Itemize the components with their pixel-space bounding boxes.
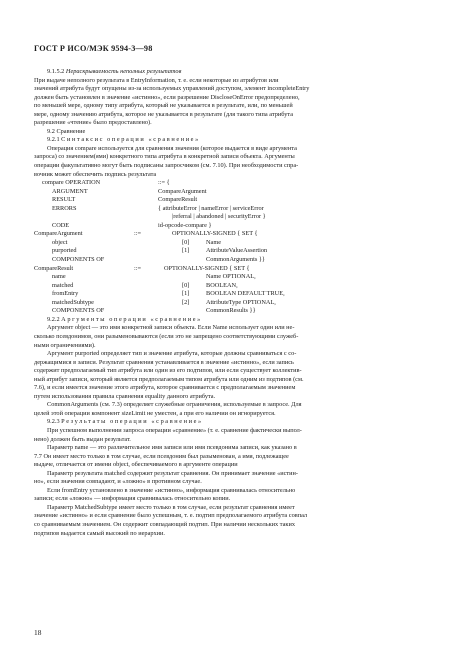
asn1-cell: BOOLEAN,	[206, 281, 238, 289]
asn1-cell: id-opcode-compare }	[158, 221, 212, 229]
asn1-cell: OPTIONALLY-SIGNED { SET {	[172, 230, 258, 238]
asn1-cell: matched	[52, 281, 74, 289]
asn1-line	[34, 273, 426, 282]
asn1-line	[34, 205, 426, 214]
asn1-line	[34, 307, 426, 316]
text-line: вочник может обеспечить подпись результата	[34, 170, 157, 178]
text-line: Если fromEntry установлено в значение «истинно», информация сравнивалась относительно	[47, 486, 296, 494]
text-line: но», если значения совпадают, и «ложно» в противном случае.	[34, 478, 202, 486]
asn1-line	[34, 230, 426, 239]
asn1-cell: COMPONENTS OF	[52, 307, 105, 315]
text-line: нено) должен быть выдан результат.	[34, 435, 131, 443]
asn1-cell: ::=	[134, 230, 142, 238]
asn1-cell: [1]	[182, 290, 190, 298]
paragraph-compare-intro	[34, 145, 426, 179]
text-line: со сравниваемым значением. Он содержит совпадающий подтип. При наличии нескольких таких	[34, 520, 295, 528]
page-header: ГОСТ Р ИСО/МЭК 9594-3—98	[34, 44, 153, 53]
asn1-cell: ::= {	[158, 179, 170, 187]
asn1-line	[34, 265, 426, 274]
text-line: При успешном выполнении запроса операции «сравнение» (т. е. сравнение фактически выпол-	[47, 426, 302, 434]
paragraph-matched	[34, 470, 426, 487]
text-line: Аргумент purported определяет тип и значение атрибута, которые должны сравниваться с со-	[47, 350, 297, 358]
asn1-cell: RESULT	[52, 196, 76, 204]
asn1-cell: Name OPTIONAL,	[206, 273, 256, 281]
asn1-cell: matchedSubtype	[52, 298, 94, 306]
text-line: содержит предполагаемый тип атрибута или один из его подтипов, или если существует коллектив-	[34, 367, 302, 375]
asn1-line	[34, 256, 426, 265]
text-line: 7.6), и если имеется значение этого атрибута, которое сравнивается с предполагаемым значением	[34, 384, 296, 392]
asn1-cell: COMPONENTS OF	[52, 256, 105, 264]
asn1-cell: ARGUMENT	[52, 187, 88, 195]
text-line: держащимися в записи. Результат сравнения устанавливается в значение «истинно», если запись	[34, 358, 294, 366]
text-line: Параметр name — это различительное имя записи или имя псевдонима записи, как указано в	[47, 444, 297, 452]
text-line: запроса) со значением(ями) конкретного типа атрибута в конкретной записи объекта. Аргументы	[34, 153, 295, 161]
heading-9-2-2: 9.2.2 Аргументы операции «сравнение»	[47, 315, 202, 323]
asn1-line	[34, 222, 426, 231]
asn1-line	[34, 188, 426, 197]
section-9-1-5-2	[34, 68, 426, 128]
asn1-cell: ERRORS	[52, 204, 77, 212]
asn1-cell: fromEntry	[52, 290, 79, 298]
text-line: 7.7 Он имеет место только в том случае, если псевдоним был разыменован, а имя, подлежащее	[34, 452, 289, 460]
text-line: путем использования правила сравнения equality данного атрибута.	[34, 392, 216, 400]
text-line: мере, одному значению атрибута, которое не указывается в результате (для такого типа атрибута	[34, 110, 293, 118]
text-line: Аргумент object — это имя конкретной записи объекта. Если Name использует один или не-	[47, 324, 295, 332]
text-line: 9.1.5.2 Нераскрываемость неполных результатов	[47, 68, 182, 75]
asn1-cell: AttributeType OPTIONAL,	[206, 298, 276, 306]
text-line: значение «истинно» и если сравнение было успешным, т. е. подтип предполагаемого атрибута совпал	[34, 512, 308, 520]
paragraph-from-entry	[34, 487, 426, 504]
asn1-line	[34, 282, 426, 291]
asn1-cell: ::=	[134, 264, 142, 272]
paragraph-common-arguments	[34, 401, 426, 418]
asn1-cell: CompareResult	[158, 196, 198, 204]
heading-9-2-1: 9.2.1 Синтаксис операции «сравнение»	[47, 136, 200, 144]
text-line: Параметр MatchedSubtype имеет место только в том случае, если результат сравнения имеет	[47, 503, 295, 511]
text-line: CommonArguments (см. 7.3) определяет служебные ограничения, используемые в запросе. Для	[47, 401, 302, 409]
text-line: записи; если «ложно» — информация сравнивалась относительно копии.	[34, 495, 231, 503]
paragraph-matched-subtype	[34, 504, 426, 538]
asn1-cell: Name	[206, 238, 222, 246]
text-line: ный атрибут записи, который является предполагаемым типом атрибута или одним из подтипов (см.	[34, 375, 304, 383]
text-line: Операция compare используется для сравнения значения (которое выдается в виде аргумента	[47, 144, 297, 152]
asn1-cell: object	[52, 238, 68, 246]
text-line: разрешение «чтение» было предоставлено).	[34, 119, 152, 127]
heading-9-2: 9.2 Сравнение	[47, 127, 86, 135]
asn1-cell: AttributeValueAssertion	[206, 247, 268, 255]
asn1-line	[34, 179, 426, 188]
text-line: должен быть установлен в значение «истинно», если разрешение DiscloseOnError предопределено,	[34, 93, 300, 101]
text-line: целей этой операции компонент sizeLimit не уместен, а при его наличии он игнорируется.	[34, 409, 276, 417]
asn1-cell: |referral | abandoned | securityError }	[172, 213, 266, 221]
heading-9-2-3: 9.2.3 Результаты операции «сравнение»	[47, 418, 203, 426]
text-line: При выдаче неполного результата в EntryInformation, т. е. если некоторые из атрибутов или	[34, 76, 279, 84]
text-line: по меньшей мере, одному типу атрибута, который не указывается в результате, или, по меньшей	[34, 102, 293, 110]
asn1-cell: CompareResult	[34, 264, 74, 272]
asn1-line	[34, 290, 426, 299]
asn1-line	[34, 213, 426, 222]
asn1-cell: CompareArgument	[34, 230, 83, 238]
asn1-cell: CommonArguments }}	[206, 256, 265, 264]
asn1-cell: OPTIONALLY-SIGNED { SET {	[164, 264, 250, 272]
asn1-cell: CODE	[52, 221, 70, 229]
text-line: значений атрибута будут опущены из-за используемых управлений доступом, элемент incompleteEntry	[34, 85, 310, 93]
page-number: 18	[34, 628, 42, 637]
asn1-line	[34, 239, 426, 248]
asn1-cell: [2]	[182, 298, 190, 306]
text-line: сколько псевдонимов, они разыменовываются (если это не запрещено соответствующими служеб-	[34, 332, 299, 340]
asn1-line	[34, 247, 426, 256]
asn1-line	[34, 299, 426, 308]
text-line: выдаче, отличается от имени object, обеспечиваемого в аргументе операции	[34, 461, 238, 469]
asn1-definition	[34, 179, 426, 316]
paragraph-result-intro	[34, 427, 426, 444]
asn1-cell: purported	[52, 247, 77, 255]
paragraph-name	[34, 444, 426, 470]
paragraph-purported	[34, 350, 426, 401]
asn1-cell: compare OPERATION	[42, 179, 101, 187]
asn1-cell: CompareArgument	[158, 187, 207, 195]
asn1-cell: [0]	[182, 281, 190, 289]
asn1-line	[34, 196, 426, 205]
asn1-cell: BOOLEAN DEFAULT TRUE,	[206, 290, 285, 298]
text-line: подтипов выдается самый высокий по иерархии.	[34, 529, 165, 537]
text-line: ными ограничениями).	[34, 341, 96, 349]
paragraph-object	[34, 324, 426, 350]
text-line: Параметр результата matched содержит результат сравнения. Он принимает значение «истин-	[47, 469, 298, 477]
asn1-cell: [0]	[182, 238, 190, 246]
asn1-cell: [1]	[182, 247, 190, 255]
document-body	[34, 68, 426, 538]
text-line: операции факультативно могут быть подписаны запросчиком (см. 7.10). При необходимости спра-	[34, 162, 299, 170]
asn1-cell: name	[52, 273, 66, 281]
asn1-cell: CommonResults }}	[206, 307, 256, 315]
asn1-cell: { attributeError | nameError | serviceError	[158, 204, 264, 212]
